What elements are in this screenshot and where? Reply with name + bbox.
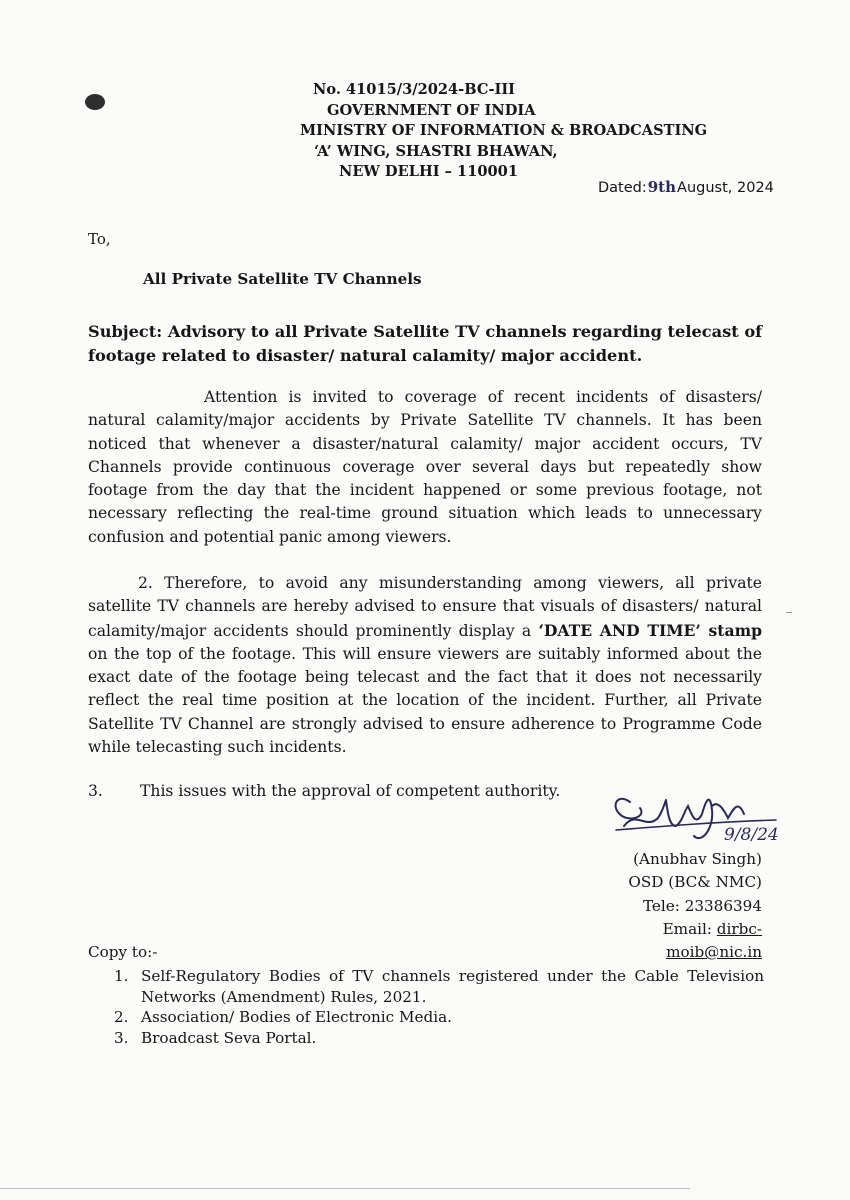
list-item-text: Broadcast Seva Portal. [141,1028,317,1047]
paragraph-2-lead: 2. Therefore, to avoid any misunderstanding among viewers, all private satellite TV channels are hereby advised to ensure that visuals of disasters/ natural calamity/major accidents should prominently display a [88,574,762,640]
reference-number: No. 41015/3/2024-BC-III [313,81,515,98]
paragraph-3-number: 3. [88,782,103,800]
date-month-year: August, 2024 [677,180,774,196]
handwritten-day: 9th [647,178,677,196]
ministry-line: MINISTRY OF INFORMATION & BROADCASTING [300,122,708,139]
list-item [114,966,764,1007]
date-label: Dated: [598,180,647,196]
government-line: GOVERNMENT OF INDIA [327,101,536,119]
signatory-email [580,918,762,965]
signatory-telephone: Tele: 23386394 [642,896,762,915]
signatory-designation: OSD (BC& NMC) [628,873,762,892]
wing-line: ‘A’ WING, SHASTRI BHAWAN, [314,142,558,160]
list-item-text: Self-Regulatory Bodies of TV channels registered under the Cable Television Networks (Amendment) Rules, 2021. [141,967,764,1006]
scan-mark [786,612,792,613]
to-line: To, [88,230,111,248]
paragraph-3-text: This issues with the approval of competent authority. [140,782,561,800]
date-time-stamp-emphasis: ‘DATE AND TIME’ stamp [538,620,762,640]
email-link[interactable]: dirbc-moib@nic.in [666,919,762,962]
list-item-number: 3. [114,1028,129,1047]
signatory-name: (Anubhav Singh) [633,850,762,868]
city-line: NEW DELHI – 110001 [339,163,518,180]
signature-block [580,848,762,964]
addressee: All Private Satellite TV Channels [143,270,422,288]
list-item [114,1007,764,1028]
paragraph-2 [88,572,762,759]
list-item-number: 2. [114,1008,129,1026]
list-item-text: Association/ Bodies of Electronic Media. [141,1008,452,1026]
letter-date [598,178,774,196]
copy-to-label: Copy to:- [88,943,158,961]
email-label: Email: [662,919,712,938]
letter-header [300,80,708,183]
punch-hole-mark [85,94,105,110]
list-item-number: 1. [114,967,129,985]
page-bottom-edge [0,1188,690,1189]
paragraph-1: Attention is invited to coverage of recent incidents of disasters/ natural calamity/major accidents by Private Satellite TV channels. It has been noticed that whenever a disaster/natural calamity/ major accident occurs, TV Channels provide continuous coverage over several days but repeatedly show footage from the day that the incident happened or some previous footage, not necessary reflecting the real-time ground situation which leads to unnecessary confusion and potential panic among viewers. [88,388,762,546]
list-item [114,1028,764,1049]
paragraph-2-rest: on the top of the footage. This will ensure viewers are suitably informed about the exact date of the footage being telecast and the fact that it does not necessarily reflect the real time position at the location of the incident. Further, all Private Satellite TV Channel are strongly advised to ensure adherence to Programme Code while telecasting such incidents. [88,644,762,757]
subject-line: Subject: Advisory to all Private Satellite TV channels regarding telecast of footage related to disaster/ natural calamity/ major accident. [88,322,763,365]
handwritten-signature-date: 9/8/24 [724,825,779,845]
copy-to-list [114,966,764,1048]
